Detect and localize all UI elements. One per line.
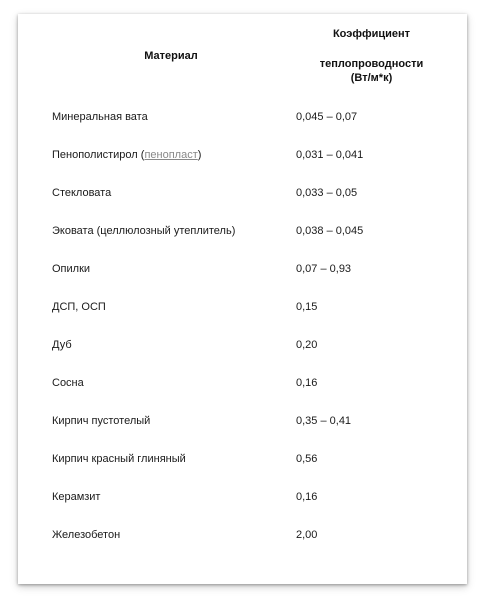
material-text: Пенополистирол ( xyxy=(52,149,145,161)
table-row xyxy=(18,516,467,554)
header-coef-line3: (Вт/м*к) xyxy=(350,72,393,84)
table-row xyxy=(18,174,467,212)
material-cell: Опилки xyxy=(52,263,91,275)
value-cell: 0,35 – 0,41 xyxy=(296,415,352,427)
value-cell: 0,15 xyxy=(296,301,318,313)
table-row xyxy=(18,478,467,516)
value-cell: 0,56 xyxy=(296,453,318,465)
value-cell: 0,038 – 0,045 xyxy=(296,225,364,237)
value-cell: 0,16 xyxy=(296,377,318,389)
table-row xyxy=(18,212,467,250)
table-row xyxy=(18,250,467,288)
material-cell: Кирпич красный глиняный xyxy=(52,453,186,465)
material-cell xyxy=(18,136,290,174)
value-cell: 0,033 – 0,05 xyxy=(296,187,358,199)
table-row xyxy=(18,288,467,326)
material-cell: Дуб xyxy=(52,339,72,351)
table-card xyxy=(18,14,467,584)
table-row xyxy=(18,136,467,174)
material-cell: Стекловата xyxy=(52,187,112,199)
header-coef-line1: Коэффициент xyxy=(332,28,411,40)
penoplast-link[interactable]: пенопласт xyxy=(144,149,198,161)
table-row xyxy=(18,402,467,440)
thermal-conductivity-table xyxy=(18,14,467,554)
table-row xyxy=(18,98,467,136)
material-cell: Кирпич пустотелый xyxy=(52,415,151,427)
value-cell: 0,031 – 0,041 xyxy=(296,149,364,161)
table-header-row xyxy=(18,14,467,98)
value-cell: 0,20 xyxy=(296,339,318,351)
material-cell: Эковата (целлюлозный утеплитель) xyxy=(52,225,236,237)
material-cell: Минеральная вата xyxy=(52,111,148,123)
table-row xyxy=(18,326,467,364)
header-material: Материал xyxy=(144,50,198,62)
material-cell: Керамзит xyxy=(52,491,101,503)
value-cell: 0,16 xyxy=(296,491,318,503)
value-cell: 0,07 – 0,93 xyxy=(296,263,352,275)
value-cell: 2,00 xyxy=(296,529,318,541)
header-coef-line2: теплопроводности xyxy=(319,58,424,70)
material-text-end: ) xyxy=(197,149,202,161)
value-cell: 0,045 – 0,07 xyxy=(296,111,358,123)
material-cell: Сосна xyxy=(52,377,84,389)
material-cell: Железобетон xyxy=(52,529,121,541)
header-coefficient xyxy=(290,14,467,98)
table-row xyxy=(18,364,467,402)
material-cell: ДСП, ОСП xyxy=(52,301,106,313)
table-row xyxy=(18,440,467,478)
